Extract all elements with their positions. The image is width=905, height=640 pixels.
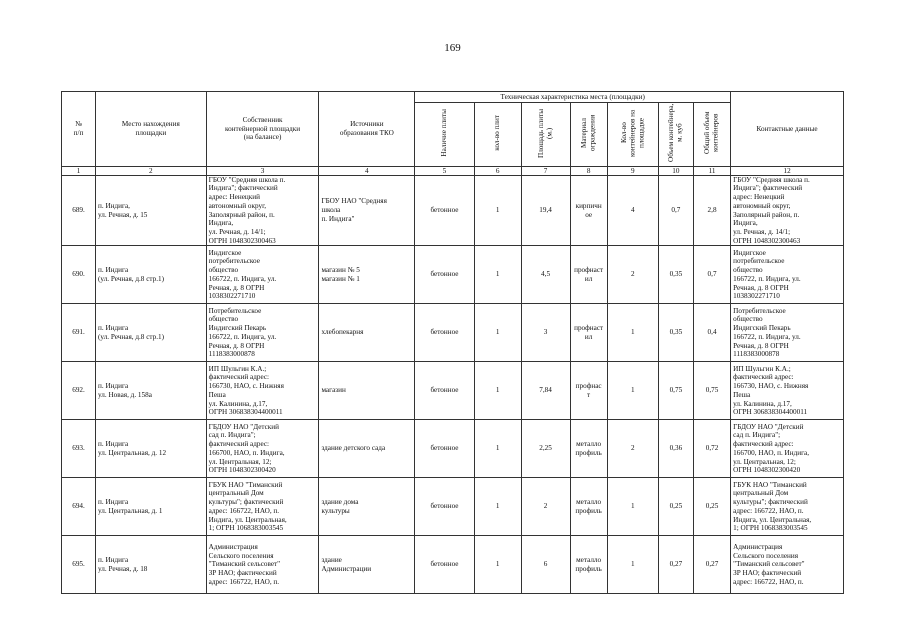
cell-containers: 2 <box>607 246 658 304</box>
cell-location <box>96 175 207 246</box>
cell-line: здание дома <box>321 498 359 507</box>
cell-line: автономный округ, <box>208 201 266 210</box>
column-number-row <box>62 166 844 175</box>
cell-line: профнаст <box>574 266 604 275</box>
cell-line: ул. Калинина, д.17, <box>733 399 792 408</box>
cell-line: Индигское <box>208 248 242 257</box>
cell-owner <box>206 478 319 536</box>
cell-line: Пеша <box>733 390 751 399</box>
cell-plates: 1 <box>474 362 521 420</box>
cell-line: п. Индига, <box>98 201 130 210</box>
cell-line: Индига, ул. Центральная, <box>733 515 812 524</box>
cell-line: 166700, НАО, п. Индига, <box>208 448 285 457</box>
header-volume: Объем контейнера, м. куб <box>658 103 693 167</box>
header-sources: Источники образования ТКО <box>319 92 415 167</box>
cell-volume: 0,35 <box>658 246 693 304</box>
cell-total: 0,27 <box>693 536 730 594</box>
table-body <box>62 175 844 594</box>
cell-contacts <box>731 246 844 304</box>
cell-fence <box>570 362 607 420</box>
column-number: 7 <box>521 166 570 175</box>
cell-line: 1118383000878 <box>733 350 780 359</box>
cell-line: автономный округ, <box>733 201 791 210</box>
cell-line: фактический адрес: <box>733 373 794 382</box>
cell-line: ОГРН 306838304400011 <box>208 408 283 417</box>
cell-line: адрес: 166722, НАО, п. <box>208 577 280 586</box>
cell-line: ул. Центральная, д. 1 <box>98 506 163 515</box>
cell-line: кирпичн <box>575 201 602 210</box>
cell-line: ил <box>584 332 593 341</box>
cell-line: ГБДОУ НАО "Детский <box>208 422 279 431</box>
cell-line: здание детского сада <box>321 444 386 453</box>
cell-line: ОГРН 1048302300420 <box>733 466 801 475</box>
cell-line: ГБДОУ НАО "Детский <box>733 422 804 431</box>
column-number: 11 <box>693 166 730 175</box>
header-location: Место нахождения площадки <box>96 92 207 167</box>
cell-num: 691. <box>62 304 96 362</box>
cell-sources <box>319 420 415 478</box>
cell-num: 692. <box>62 362 96 420</box>
cell-line: магазин № 1 <box>321 274 360 283</box>
column-number: 1 <box>62 166 96 175</box>
cell-total: 0,72 <box>693 420 730 478</box>
cell-line: общество <box>733 315 763 324</box>
cell-total: 2,8 <box>693 175 730 246</box>
cell-contacts <box>731 536 844 594</box>
cell-line: 1038302271710 <box>733 292 780 301</box>
cell-sources <box>319 478 415 536</box>
cell-line: Индига, <box>208 219 234 228</box>
cell-line: ИП Шульгин К.А.; <box>208 364 267 373</box>
cell-line: ул. Центральная, 12; <box>733 457 796 466</box>
cell-line: Речная, д. 8 ОГРН <box>733 341 789 350</box>
cell-plates: 1 <box>474 246 521 304</box>
cell-location <box>96 362 207 420</box>
cell-line: профиль <box>575 506 602 515</box>
cell-line: 166722, п. Индига, ул. <box>208 274 277 283</box>
cell-line: п. Индига <box>98 382 129 391</box>
header-plates: кол-во плит <box>474 103 521 167</box>
cell-line: Речная, д. 8 ОГРН <box>208 283 265 292</box>
cell-line: сад п. Индига"; <box>208 431 256 440</box>
cell-location <box>96 536 207 594</box>
cell-area: 19,4 <box>521 175 570 246</box>
cell-containers: 1 <box>607 536 658 594</box>
cell-line: Администрация <box>208 543 258 552</box>
cell-line: 166722, п. Индига, ул. <box>733 274 801 283</box>
cell-line: школа <box>321 206 341 215</box>
cell-line: ГБОУ "Средняя школа п. <box>733 175 810 184</box>
cell-surface: бетонное <box>415 304 475 362</box>
cell-sources <box>319 304 415 362</box>
cell-line: Речная, д. 8 ОГРН <box>208 341 265 350</box>
cell-fence <box>570 420 607 478</box>
cell-line: 166722, п. Индига, ул. <box>208 332 277 341</box>
cell-line: адрес: 166722, НАО, п. <box>208 506 280 515</box>
cell-line: профиль <box>575 448 602 457</box>
cell-line: металло <box>576 498 602 507</box>
cell-line: общество <box>208 315 239 324</box>
header-containers: Кол-во контейнеров на площадке <box>607 103 658 167</box>
cell-line: центральный Дом <box>733 489 789 498</box>
cell-contacts <box>731 478 844 536</box>
container-sites-table <box>61 91 844 594</box>
cell-line: общество <box>733 266 763 275</box>
header-total: Общий объем контейнеров <box>693 103 730 167</box>
cell-line: ЗР НАО; фактический <box>733 569 802 578</box>
table-row <box>62 362 844 420</box>
cell-line: Индига"; фактический <box>733 184 803 193</box>
page-number: 169 <box>444 42 461 54</box>
cell-line: Сельского поселения <box>208 551 274 560</box>
cell-line: Пеша <box>208 390 226 399</box>
cell-line: ОГРН 1048302300463 <box>208 236 276 245</box>
cell-fence <box>570 175 607 246</box>
cell-line: 1038302271710 <box>208 292 256 301</box>
cell-line: ул. Новая, д. 158а <box>98 390 152 399</box>
column-number: 10 <box>658 166 693 175</box>
header-fence: Материал ограждения <box>570 103 607 167</box>
cell-line: п. Индига <box>98 324 129 333</box>
cell-location <box>96 478 207 536</box>
cell-owner <box>206 536 319 594</box>
cell-owner <box>206 362 319 420</box>
cell-plates: 1 <box>474 304 521 362</box>
cell-line: ГБОУ НАО "Средняя <box>321 197 387 206</box>
cell-line: Индигский Пекарь <box>733 324 791 333</box>
cell-num: 690. <box>62 246 96 304</box>
cell-line: 1; ОГРН 1068383003545 <box>208 524 284 533</box>
column-number: 5 <box>415 166 475 175</box>
cell-line: хлебопекарня <box>321 328 364 337</box>
cell-line: ГБУК НАО "Тиманский <box>733 480 807 489</box>
cell-line: профнаст <box>574 324 604 333</box>
cell-surface: бетонное <box>415 362 475 420</box>
cell-line: фактический адрес: <box>208 440 270 449</box>
cell-volume: 0,25 <box>658 478 693 536</box>
cell-line: здание <box>321 556 342 565</box>
column-number: 8 <box>570 166 607 175</box>
cell-fence <box>570 246 607 304</box>
cell-line: магазин № 5 <box>321 266 360 275</box>
cell-line: фактический адрес: <box>208 373 270 382</box>
cell-num: 694. <box>62 478 96 536</box>
cell-surface: бетонное <box>415 536 475 594</box>
cell-line: Администрация <box>733 543 783 552</box>
cell-line: ул. Речная, д. 14/1; <box>733 227 791 236</box>
table-row <box>62 478 844 536</box>
cell-area: 2,25 <box>521 420 570 478</box>
cell-fence <box>570 536 607 594</box>
cell-num: 689. <box>62 175 96 246</box>
cell-plates: 1 <box>474 420 521 478</box>
cell-total: 0,75 <box>693 362 730 420</box>
cell-line: ОГРН 1048302300463 <box>733 236 801 245</box>
cell-plates: 1 <box>474 478 521 536</box>
cell-line: ЗР НАО; фактический <box>208 569 277 578</box>
cell-line: Индига, <box>733 219 758 228</box>
cell-surface: бетонное <box>415 478 475 536</box>
cell-contacts <box>731 362 844 420</box>
cell-plates: 1 <box>474 536 521 594</box>
cell-location <box>96 420 207 478</box>
cell-line: Сельского поселения <box>733 551 799 560</box>
header-row-top <box>62 92 844 103</box>
column-number: 4 <box>319 166 415 175</box>
cell-containers: 1 <box>607 304 658 362</box>
cell-line: Индигский Пекарь <box>208 324 267 333</box>
cell-fence <box>570 304 607 362</box>
cell-line: Заполярный район, п. <box>733 210 800 219</box>
column-number: 12 <box>731 166 844 175</box>
cell-line: п. Индига <box>98 266 129 275</box>
cell-location <box>96 304 207 362</box>
cell-line: Индигское <box>733 248 766 257</box>
column-number: 9 <box>607 166 658 175</box>
cell-surface: бетонное <box>415 246 475 304</box>
cell-line: ОГРН 1048302300420 <box>208 466 276 475</box>
header-num: № п/п <box>62 92 96 167</box>
cell-line: адрес: 166722, НАО, п. <box>733 506 804 515</box>
cell-line: ИП Шульгин К.А.; <box>733 364 791 373</box>
cell-line: фактический адрес: <box>733 440 794 449</box>
cell-volume: 0,7 <box>658 175 693 246</box>
cell-containers: 4 <box>607 175 658 246</box>
cell-area: 3 <box>521 304 570 362</box>
cell-line: 166700, НАО, п. Индига, <box>733 448 810 457</box>
cell-line: (ул. Речная, д.8 стр.1) <box>98 332 164 341</box>
cell-contacts <box>731 304 844 362</box>
cell-line: ул. Калинина, д.17, <box>208 399 268 408</box>
cell-volume: 0,27 <box>658 536 693 594</box>
cell-line: Потребительское <box>733 306 786 315</box>
cell-owner <box>206 420 319 478</box>
cell-total: 0,7 <box>693 246 730 304</box>
cell-line: т <box>587 390 591 399</box>
cell-line: адрес: Ненецкий <box>208 193 260 202</box>
cell-line: ул. Речная, д. 14/1; <box>208 227 266 236</box>
cell-line: профиль <box>575 564 602 573</box>
cell-line: ГБОУ "Средняя школа п. <box>208 175 286 184</box>
cell-line: профнас <box>575 382 602 391</box>
cell-line: ул. Центральная, д. 12 <box>98 448 167 457</box>
cell-line: адрес: 166722, НАО, п. <box>733 577 804 586</box>
cell-line: Потребительское <box>208 306 262 315</box>
cell-surface: бетонное <box>415 420 475 478</box>
cell-owner <box>206 246 319 304</box>
cell-sources <box>319 536 415 594</box>
cell-volume: 0,75 <box>658 362 693 420</box>
cell-line: металло <box>576 556 602 565</box>
cell-line: адрес: Ненецкий <box>733 193 785 202</box>
cell-line: ул. Речная, д. 18 <box>98 564 148 573</box>
cell-line: ОГРН 306838304400011 <box>733 408 808 417</box>
cell-volume: 0,35 <box>658 304 693 362</box>
cell-line: 166730, НАО, с. Нижняя <box>208 382 284 391</box>
cell-line: культуры"; фактический <box>733 498 808 507</box>
cell-line: п. Индига" <box>321 214 355 223</box>
cell-owner <box>206 304 319 362</box>
column-number: 3 <box>206 166 319 175</box>
cell-area: 4,5 <box>521 246 570 304</box>
cell-contacts <box>731 420 844 478</box>
cell-line: ил <box>584 274 593 283</box>
cell-line: сад п. Индига"; <box>733 431 781 440</box>
cell-line: ое <box>585 210 593 219</box>
cell-total: 0,25 <box>693 478 730 536</box>
cell-area: 7,84 <box>521 362 570 420</box>
cell-owner <box>206 175 319 246</box>
cell-area: 2 <box>521 478 570 536</box>
header-contacts: Контактные данные <box>731 92 844 167</box>
cell-contacts <box>731 175 844 246</box>
cell-line: центральный Дом <box>208 489 264 498</box>
cell-sources <box>319 246 415 304</box>
cell-num: 693. <box>62 420 96 478</box>
cell-line: общество <box>208 266 239 275</box>
cell-line: Администрации <box>321 564 372 573</box>
cell-line: 166730, НАО, с. Нижняя <box>733 382 809 391</box>
table-row <box>62 304 844 362</box>
cell-line: "Тиманский сельсовет" <box>208 560 281 569</box>
table-row <box>62 175 844 246</box>
cell-area: 6 <box>521 536 570 594</box>
cell-line: ул. Центральная, 12; <box>208 457 272 466</box>
cell-line: ГБУК НАО "Тиманский <box>208 480 283 489</box>
cell-containers: 1 <box>607 362 658 420</box>
cell-containers: 1 <box>607 478 658 536</box>
cell-line: магазин <box>321 386 346 395</box>
cell-line: п. Индига <box>98 498 129 507</box>
header-tech-group: Техническая характеристика места (площадки) <box>415 92 731 103</box>
cell-line: ул. Речная, д. 15 <box>98 210 148 219</box>
cell-line: п. Индига <box>98 556 129 565</box>
cell-line: 1118383000878 <box>208 350 255 359</box>
cell-line: 166722, п. Индига, ул. <box>733 332 801 341</box>
table-row <box>62 246 844 304</box>
cell-containers: 2 <box>607 420 658 478</box>
cell-line: Индига, ул. Центральная, <box>208 515 287 524</box>
cell-line: потребительское <box>208 257 260 266</box>
cell-line: 1; ОГРН 1068383003545 <box>733 524 808 533</box>
cell-num: 695. <box>62 536 96 594</box>
cell-fence <box>570 478 607 536</box>
cell-location <box>96 246 207 304</box>
column-number: 2 <box>96 166 207 175</box>
table-row <box>62 536 844 594</box>
header-area: Площадь плиты (м.) <box>521 103 570 167</box>
cell-line: Индига"; фактический <box>208 184 278 193</box>
cell-total: 0,4 <box>693 304 730 362</box>
cell-line: (ул. Речная, д.8 стр.1) <box>98 274 164 283</box>
cell-surface: бетонное <box>415 175 475 246</box>
cell-line: Заполярный район, п. <box>208 210 275 219</box>
cell-line: потребительское <box>733 257 785 266</box>
header-owner: Собственник контейнерной площадки (на балансе) <box>206 92 319 167</box>
cell-line: металло <box>576 440 602 449</box>
cell-volume: 0,36 <box>658 420 693 478</box>
cell-line: культуры"; фактический <box>208 498 284 507</box>
cell-plates: 1 <box>474 175 521 246</box>
cell-line: п. Индига <box>98 440 129 449</box>
cell-line: "Тиманский сельсовет" <box>733 560 805 569</box>
cell-line: культуры <box>321 506 350 515</box>
header-surface: Наличие плиты <box>415 103 475 167</box>
cell-line: Речная, д. 8 ОГРН <box>733 283 789 292</box>
table-row <box>62 420 844 478</box>
cell-sources <box>319 362 415 420</box>
column-number: 6 <box>474 166 521 175</box>
cell-sources <box>319 175 415 246</box>
